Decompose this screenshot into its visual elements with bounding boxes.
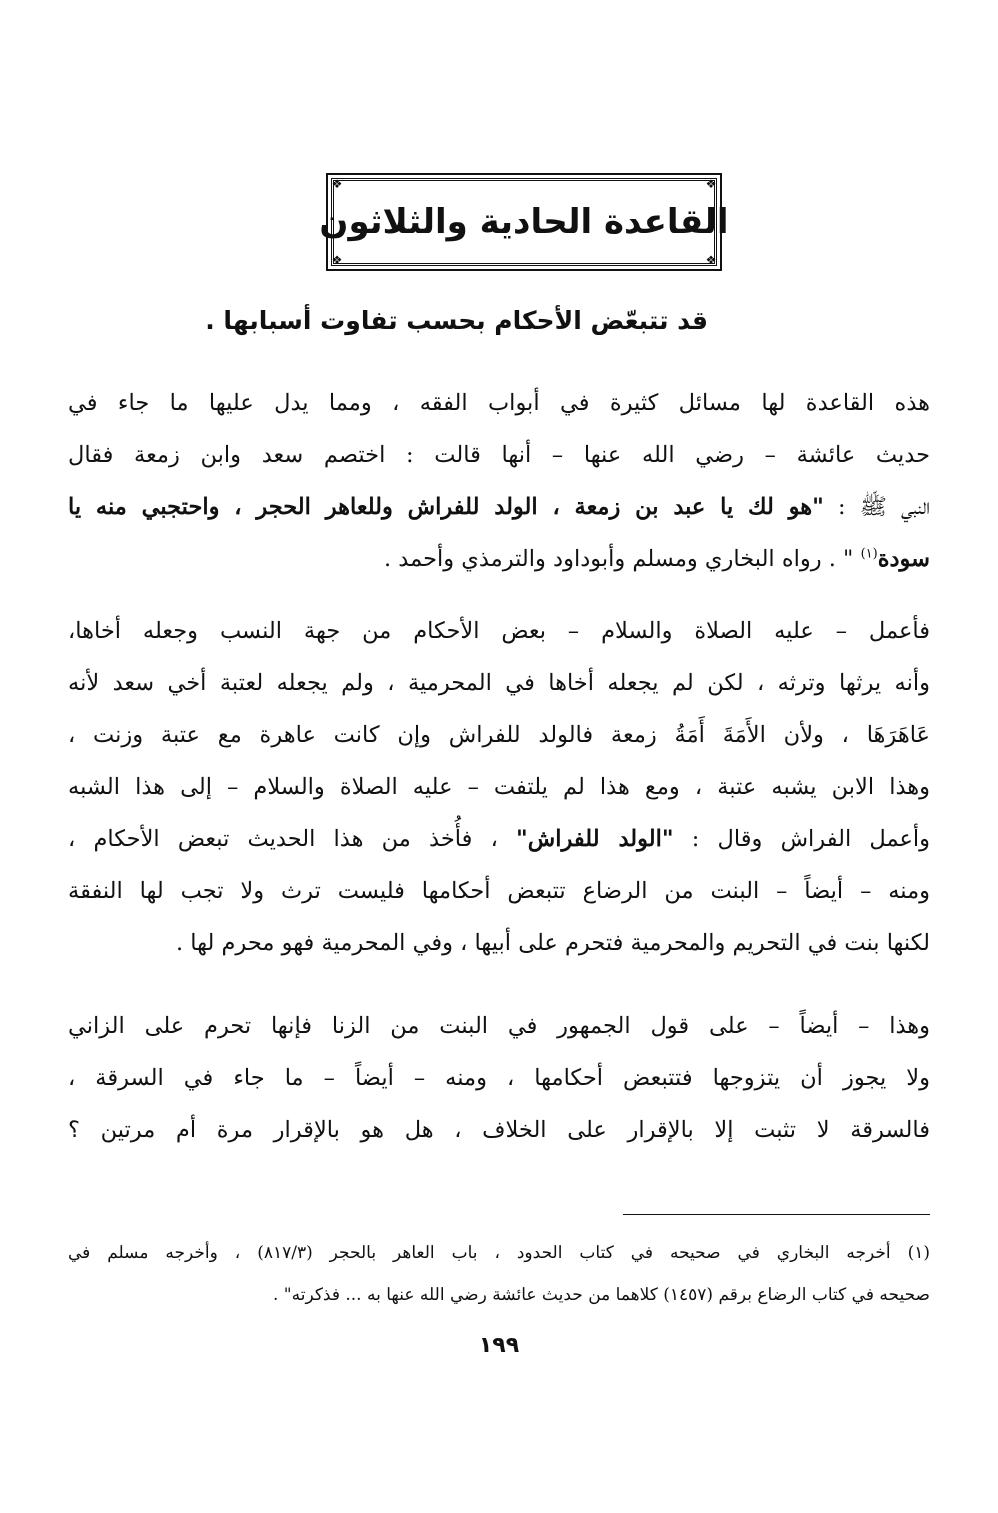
- text-line: فأعمل – عليه الصلاة والسلام – بعض الأحكام من جهة النسب وجعله أخاها،: [68, 618, 930, 644]
- text-segment: النبي ﷺ :: [823, 494, 930, 520]
- hadith-quote: سودة: [877, 546, 930, 572]
- chapter-title: القاعدة الحادية والثلاثون: [319, 202, 729, 242]
- frame-ornament-icon: ❖: [705, 253, 717, 267]
- text-segment: وأعمل الفراش وقال :: [673, 826, 930, 852]
- text-line: لكنها بنت في التحريم والمحرمية فتحرم على أبيها ، وفي المحرمية فهو محرم لها .: [175, 930, 930, 956]
- paragraph-3: [68, 1000, 930, 1156]
- page-number: ١٩٩: [478, 1333, 520, 1358]
- text-line: [68, 813, 930, 865]
- text-line: ولا يجوز أن يتزوجها فتتبعض أحكامها ، ومنه – أيضاً – ما جاء في السرقة ،: [68, 1065, 930, 1091]
- text-line: حديث عائشة – رضي الله عنها – أنها قالت : اختصم سعد وابن زمعة فقال: [68, 442, 930, 468]
- text-line: [68, 533, 930, 585]
- hadith-quote: "هو لك يا عبد بن زمعة ، الولد للفراش وللعاهر الحجر ، واحتجبي منه يا: [68, 494, 824, 520]
- text-line: فالسرقة لا تثبت إلا بالإقرار على الخلاف ، هل هو بالإقرار مرة أم مرتين ؟: [68, 1117, 930, 1143]
- text-line: ومنه – أيضاً – البنت من الرضاع تتبعض أحكامها فليست ترث ولا تجب لها النفقة: [68, 878, 930, 904]
- frame-ornament-icon: ❖: [331, 253, 343, 267]
- footnote-divider: [623, 1214, 930, 1215]
- paragraph-2: [68, 605, 930, 969]
- frame-ornament-icon: ❖: [705, 177, 717, 191]
- frame-ornament-icon: ❖: [331, 177, 343, 191]
- title-frame: [319, 177, 729, 267]
- text-line: عَاهَرَهَا ، ولأن الأَمَةَ أَمَةُ زمعة فالولد للفراش وإن كانت عاهرة مع عتبة وزنت ،: [68, 722, 930, 748]
- footnote-line: صحيحه في كتاب الرضاع برقم (١٤٥٧) كلاهما من حديث عائشة رضي الله عنها به ... فذكرته" .: [272, 1285, 930, 1305]
- footnotes: [68, 1232, 930, 1316]
- footnote-line: (١) أخرجه البخاري في صحيحه في كتاب الحدود ، باب العاهر بالحجر (٨١٧/٣) ، وأخرجه مسلم في: [68, 1243, 930, 1263]
- text-segment: " . رواه البخاري ومسلم وأبوداود والترمذي وأحمد .: [383, 546, 861, 572]
- hadith-quote: "الولد للفراش": [516, 826, 674, 852]
- text-line: وأنه يرثها وترثه ، لكن لم يجعله أخاها في المحرمية ، ولم يجعله لعتبة أخي سعد لأنه: [68, 670, 930, 696]
- rule-statement: قد تتبعّض الأحكام بحسب تفاوت أسبابها .: [205, 306, 708, 335]
- text-segment: ، فأُخذ من هذا الحديث تبعض الأحكام ،: [68, 826, 517, 852]
- text-line: هذه القاعدة لها مسائل كثيرة في أبواب الفقه ، ومما يدل عليها ما جاء في: [68, 390, 930, 416]
- text-line: وهذا الابن يشبه عتبة ، ومع هذا لم يلتفت – عليه الصلاة والسلام – إلى هذا الشبه: [68, 774, 930, 800]
- footnote-marker[interactable]: (١): [860, 546, 878, 562]
- paragraph-1: [68, 377, 930, 585]
- text-line: وهذا – أيضاً – على قول الجمهور في البنت من الزنا فإنها تحرم على الزاني: [68, 1013, 930, 1039]
- text-line: [68, 481, 930, 533]
